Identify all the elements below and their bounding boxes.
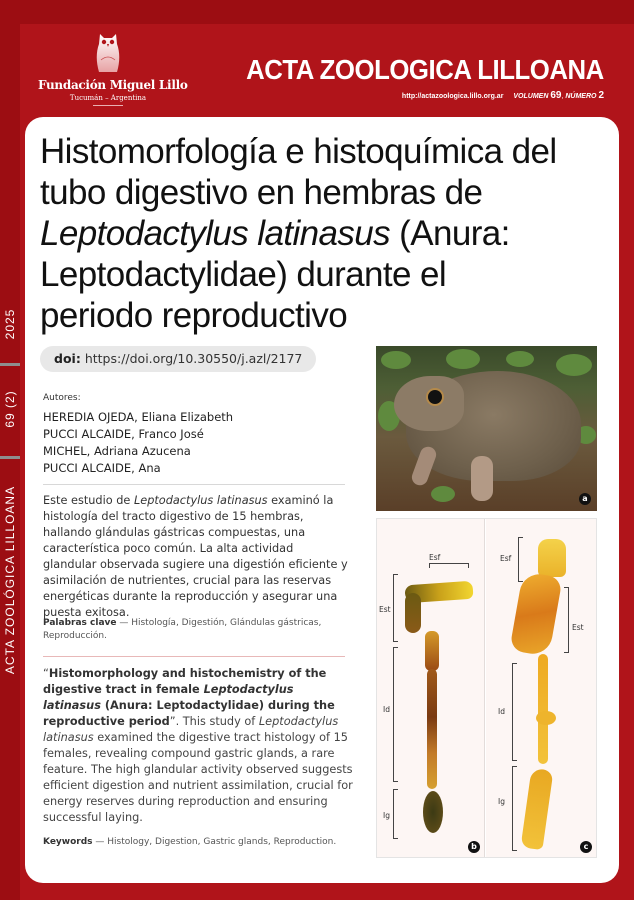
leaf-shape bbox=[556, 354, 592, 376]
figure-a-frog-photo bbox=[376, 346, 597, 511]
esophagus-shape bbox=[538, 539, 566, 577]
bracket bbox=[512, 766, 517, 851]
frog-head bbox=[394, 376, 464, 431]
author-item: HEREDIA OJEDA, Eliana Elizabeth bbox=[43, 410, 234, 424]
author-item: MICHEL, Adriana Azucena bbox=[43, 444, 191, 458]
frog-eye bbox=[428, 390, 442, 404]
small-intestine-shape bbox=[538, 654, 548, 764]
bracket bbox=[393, 647, 398, 782]
volume-number: 69 bbox=[550, 90, 562, 101]
number-label: NÚMERO bbox=[565, 93, 597, 100]
figure-badge-c: c bbox=[580, 841, 592, 853]
keywords-spanish: Palabras clave — Histología, Digestión, Glándulas gástricas, Reproducción. bbox=[43, 618, 322, 641]
intestine-loop-shape bbox=[536, 711, 556, 725]
figure-b-panel: Esf Est Id Ig b bbox=[377, 519, 485, 857]
figure-bc-digestive-tracts bbox=[376, 518, 597, 858]
bracket bbox=[393, 789, 398, 839]
leaf-shape bbox=[381, 351, 411, 369]
divider bbox=[43, 484, 345, 485]
journal-meta: http://actazoologica.lillo.org.ar VOLUMEN 69, NÚMERO 2 bbox=[401, 90, 604, 101]
bracket bbox=[512, 663, 517, 761]
small-intestine-shape bbox=[427, 669, 437, 789]
figure-c-panel: Esf Est Id Ig c bbox=[486, 519, 596, 857]
side-journal: ACTA ZOOLÓGICA LILLOANA bbox=[3, 485, 17, 675]
esophagus-shape bbox=[405, 593, 421, 633]
authors-list bbox=[43, 409, 233, 477]
org-location: Tucumán – Argentina bbox=[69, 94, 147, 102]
title-species: Leptodactylus latinasus bbox=[40, 214, 391, 253]
bracket bbox=[429, 563, 469, 568]
logo-divider bbox=[93, 105, 123, 106]
frog-leg bbox=[471, 456, 493, 501]
org-name: Fundación Miguel Lillo bbox=[38, 78, 188, 92]
journal-title: ACTA ZOOLOGICA LILLOANA bbox=[246, 54, 604, 85]
side-issue: 69 (2) bbox=[3, 390, 17, 428]
volume-label: VOLUMEN bbox=[513, 93, 549, 100]
bracket bbox=[393, 574, 398, 642]
large-intestine-shape bbox=[521, 768, 554, 850]
issue-number: 2 bbox=[598, 90, 604, 101]
authors-label: Autores: bbox=[43, 393, 81, 403]
leaf-shape bbox=[446, 349, 480, 369]
author-item: PUCCI ALCAIDE, Franco José bbox=[43, 427, 204, 441]
article-card bbox=[25, 117, 619, 883]
foundation-logo bbox=[38, 30, 188, 106]
figure-badge-a: a bbox=[579, 493, 591, 505]
owl-logo-icon bbox=[93, 30, 123, 74]
divider bbox=[43, 656, 345, 657]
abstract-spanish: Este estudio de Leptodactylus latinasus examinó la histología del tracto digestivo de 15 hembras, hallando glándulas gástricas compuestas, una característica poco común. La alta actividad glandular observada sugiere una digestión eficiente y asimilación de nutrientes, crucial para las reservas energéticas durante la reproducción y asegurar una puesta exitosa. bbox=[43, 494, 348, 619]
leaf-shape bbox=[431, 486, 455, 502]
journal-url[interactable]: http://actazoologica.lillo.org.ar bbox=[401, 93, 504, 100]
doi-link[interactable]: https://doi.org/10.30550/j.azl/2177 bbox=[84, 351, 303, 366]
side-year: 2025 bbox=[3, 308, 17, 340]
leaf-shape bbox=[506, 351, 534, 367]
bracket bbox=[564, 587, 569, 653]
side-divider bbox=[0, 363, 20, 366]
article-title: Histomorfología e histoquímica del tubo digestivo en hembras de Leptodactylus latinasus (Anura: Leptodactylidae) durante el periodo reproductivo bbox=[40, 132, 557, 335]
doi-label: doi: bbox=[54, 351, 81, 366]
intestine-shape bbox=[425, 631, 439, 671]
bracket bbox=[518, 537, 523, 582]
large-intestine-shape bbox=[423, 791, 443, 833]
side-divider bbox=[0, 456, 20, 459]
stomach-shape bbox=[509, 571, 562, 657]
keywords-english: Keywords — Histology, Digestion, Gastric glands, Reproduction. bbox=[43, 837, 337, 847]
abstract-english: “Histomorphology and histochemistry of the digestive tract in female Leptodactylus latinasus (Anura: Leptodactylidae) during the reproductive period”. This study of Leptodactylus latinasus examined the digestive tract histology of 15 females, revealing compound gastric glands, a rare feature. The high glandular activity observed suggests efficient digestion and nutrient assimilation, crucial for energy reserves during reproduction and ensuring successful laying. bbox=[43, 667, 353, 824]
side-strip bbox=[0, 24, 20, 900]
figure-badge-b: b bbox=[468, 841, 480, 853]
doi-pill[interactable] bbox=[40, 346, 316, 372]
author-item: PUCCI ALCAIDE, Ana bbox=[43, 461, 161, 475]
